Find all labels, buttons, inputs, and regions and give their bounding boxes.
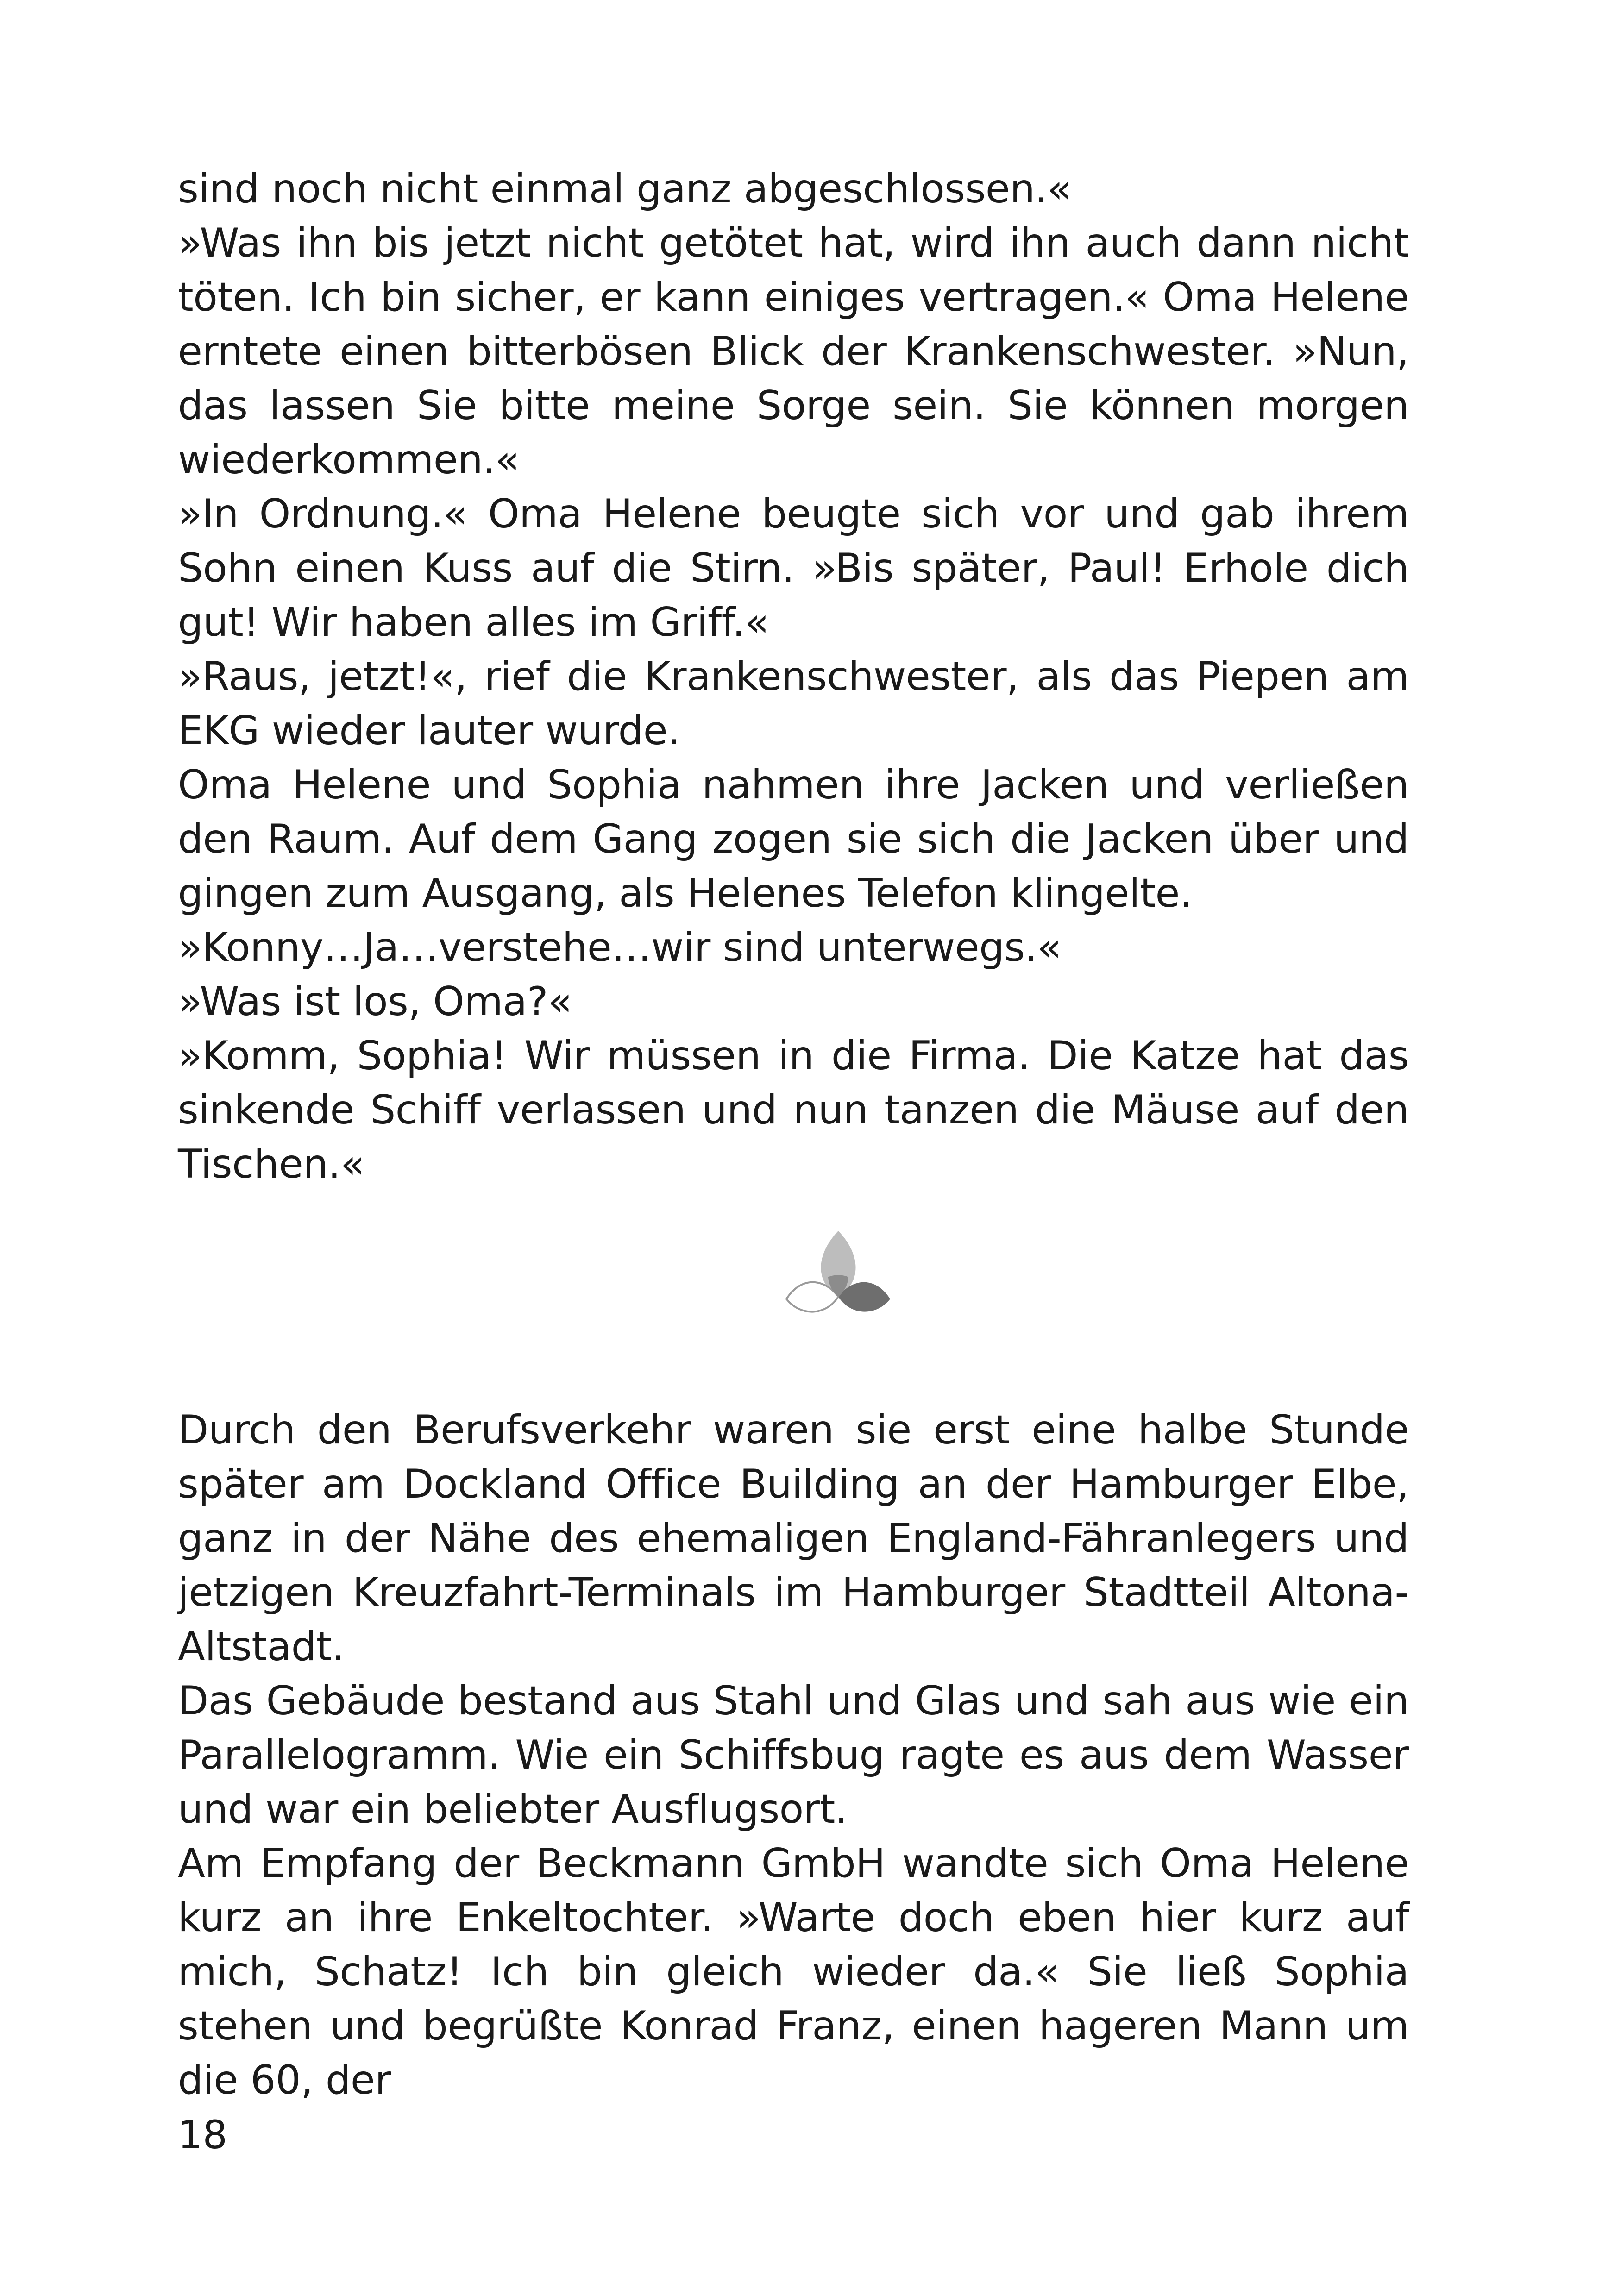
- paragraph: Am Empfang der Beckmann GmbH wandte sich Oma Helene kurz an ihre Enkeltochter. »Warte doch eben hier kurz auf mich, Schatz! Ich bin gleich wieder da.« Sie ließ Sophia stehen und begrüßte Konrad Franz, einen hageren Mann um die 60, der: [178, 1840, 1409, 2103]
- paragraph: Oma Helene und Sophia nahmen ihre Jacken und verließen den Raum. Auf dem Gang zogen sie sich die Jacken über und gingen zum Ausgang, als Helenes Telefon klingelte.: [178, 762, 1409, 916]
- paragraph: »Was ist los, Oma?«: [178, 979, 572, 1025]
- paragraph: Das Gebäude bestand aus Stahl und Glas und sah aus wie ein Parallelogramm. Wie ein Schiffsbug ragte es aus dem Wasser und war ein beliebter Ausflugsort.: [178, 1678, 1409, 1832]
- text-block-top: [178, 162, 1409, 1192]
- paragraph: »Was ihn bis jetzt nicht getötet hat, wird ihn auch dann nicht töten. Ich bin sicher, er kann einiges vertragen.« Oma Helene erntete einen bitterbösen Blick der Krankenschwester. »Nun, das lassen Sie bitte meine Sorge sein. Sie können morgen wiederkommen.«: [178, 220, 1409, 483]
- paragraph: »In Ordnung.« Oma Helene beugte sich vor und gab ihrem Sohn einen Kuss auf die Stirn. »Bis später, Paul! Erhole dich gut! Wir haben alles im Griff.«: [178, 491, 1409, 646]
- paragraph: »Konny…Ja…verstehe…wir sind unterwegs.«: [178, 924, 1062, 971]
- page-number: 18: [178, 2112, 227, 2158]
- paragraph: sind noch nicht einmal ganz abgeschlossen.«: [178, 166, 1072, 212]
- paragraph: Durch den Berufsverkehr waren sie erst eine halbe Stunde später am Dockland Office Building an der Hamburger Elbe, ganz in der Nähe des ehemaligen England-Fähranlegers und jetzigen Kreuzfahrt-Terminals im Hamburger Stadtteil Altona-Altstadt.: [178, 1407, 1409, 1670]
- paragraph: »Komm, Sophia! Wir müssen in die Firma. Die Katze hat das sinkende Schiff verlassen und nun tanzen die Mäuse auf den Tischen.«: [178, 1033, 1409, 1187]
- paragraph: »Raus, jetzt!«, rief die Krankenschwester, als das Piepen am EKG wieder lauter wurde.: [178, 653, 1409, 754]
- text-block-bottom: [178, 1403, 1409, 2108]
- trefoil-ornament-icon: [783, 1223, 894, 1334]
